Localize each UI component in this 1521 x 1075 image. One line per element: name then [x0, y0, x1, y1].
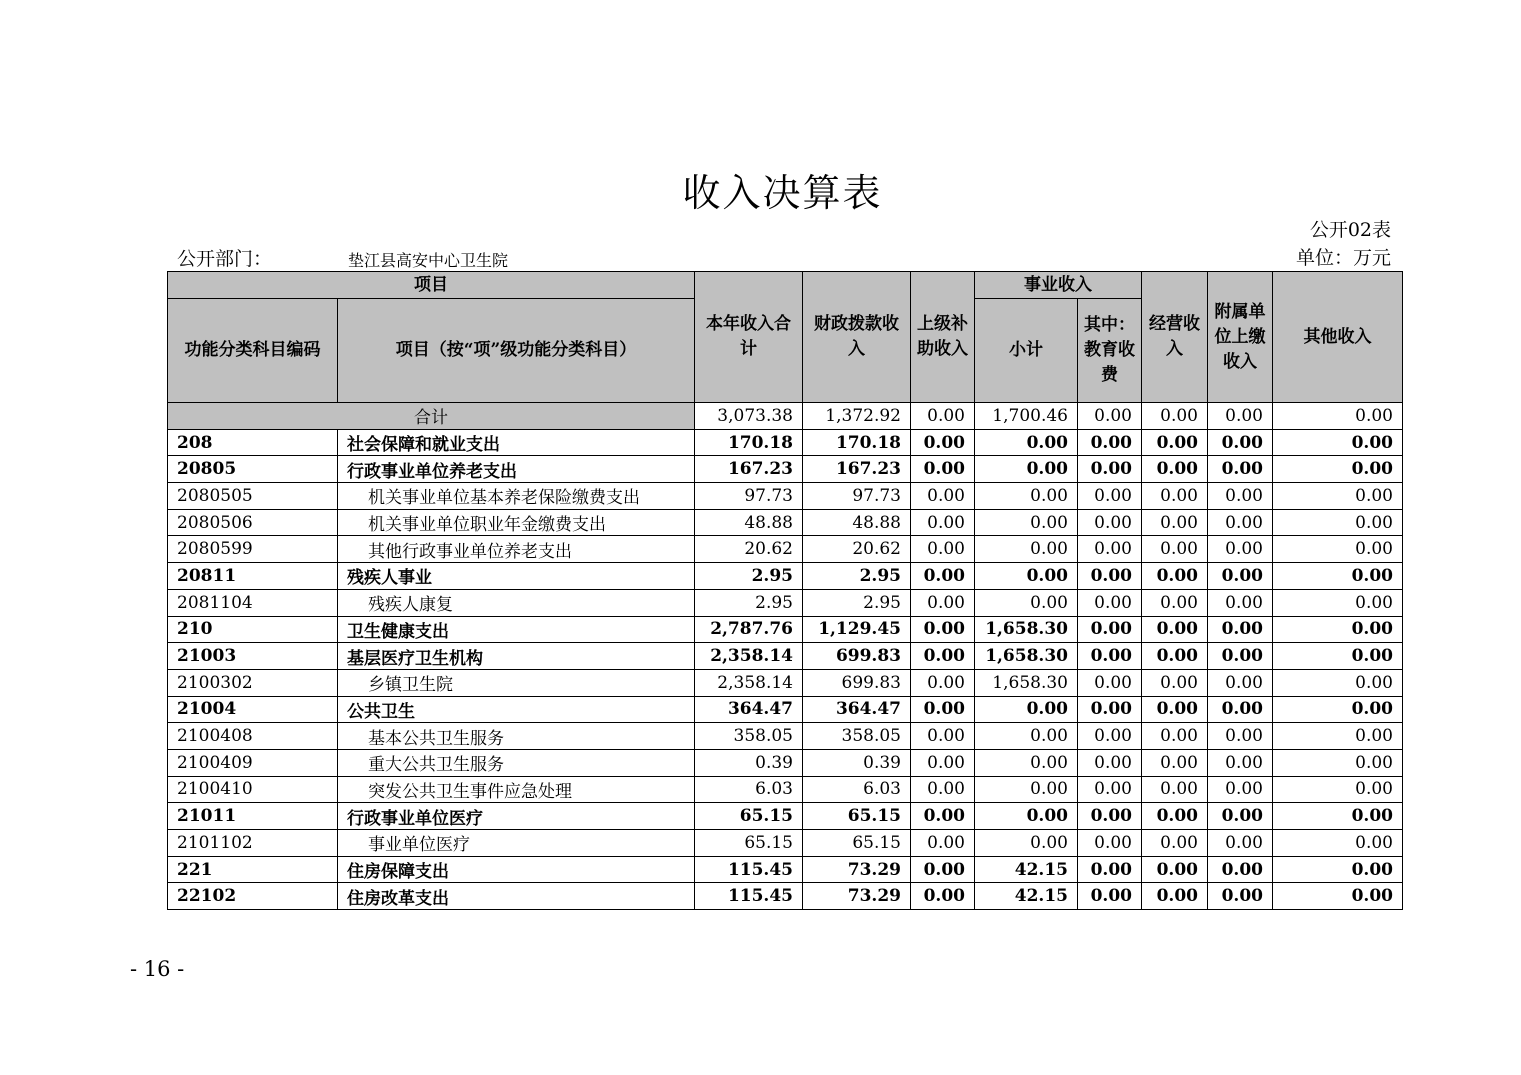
row-code: 2100410 — [168, 776, 338, 803]
row-value: 2.95 — [803, 589, 911, 616]
department-name: 垫江县高安中心卫生院 — [348, 251, 509, 270]
header-code: 功能分类科目编码 — [168, 299, 338, 403]
row-value: 48.88 — [695, 509, 803, 536]
row-value: 0.00 — [1208, 429, 1273, 456]
row-value: 0.00 — [911, 803, 975, 830]
row-value: 115.45 — [695, 883, 803, 910]
row-value: 170.18 — [695, 429, 803, 456]
row-code: 21003 — [168, 643, 338, 670]
row-value: 0.00 — [911, 536, 975, 563]
row-value: 0.00 — [1273, 696, 1403, 723]
row-value: 1,658.30 — [975, 643, 1078, 670]
row-code: 2101102 — [168, 830, 338, 857]
row-value: 0.00 — [1078, 696, 1142, 723]
table-row — [168, 456, 1403, 483]
row-value: 0.00 — [1208, 589, 1273, 616]
row-value: 0.00 — [1273, 509, 1403, 536]
row-code: 20811 — [168, 563, 338, 590]
row-value: 0.00 — [1273, 723, 1403, 750]
row-value: 0.00 — [1208, 669, 1273, 696]
row-name: 重大公共卫生服务 — [338, 749, 695, 776]
row-value: 0.00 — [1273, 749, 1403, 776]
row-value: 0.00 — [1142, 589, 1208, 616]
row-value: 0.00 — [1142, 776, 1208, 803]
row-value: 1,658.30 — [975, 669, 1078, 696]
row-value: 0.00 — [975, 456, 1078, 483]
row-value: 0.00 — [1273, 616, 1403, 643]
row-value: 0.00 — [1142, 483, 1208, 510]
header-edu: 其中：教育收费 — [1078, 299, 1142, 403]
row-value: 0.00 — [911, 643, 975, 670]
row-value: 0.00 — [975, 589, 1078, 616]
table-row — [168, 723, 1403, 750]
row-name: 乡镇卫生院 — [338, 669, 695, 696]
row-value: 0.00 — [1273, 856, 1403, 883]
header-total: 本年收入合计 — [695, 272, 803, 403]
row-value: 0.00 — [1208, 509, 1273, 536]
row-value: 2,358.14 — [695, 669, 803, 696]
row-code: 2080599 — [168, 536, 338, 563]
table-row — [168, 883, 1403, 910]
row-value: 20.62 — [695, 536, 803, 563]
row-name: 突发公共卫生事件应急处理 — [338, 776, 695, 803]
total-cell: 0.00 — [1078, 403, 1142, 430]
row-value: 0.00 — [911, 483, 975, 510]
row-value: 0.00 — [1142, 643, 1208, 670]
row-name: 公共卫生 — [338, 696, 695, 723]
row-value: 358.05 — [695, 723, 803, 750]
row-value: 2,358.14 — [695, 643, 803, 670]
row-value: 0.00 — [1142, 456, 1208, 483]
row-value: 0.00 — [1142, 749, 1208, 776]
row-value: 0.00 — [1273, 830, 1403, 857]
row-value: 0.00 — [1078, 776, 1142, 803]
form-number: 公开02表 — [1309, 219, 1391, 241]
row-value: 0.00 — [975, 536, 1078, 563]
row-value: 0.00 — [911, 776, 975, 803]
row-value: 0.00 — [911, 749, 975, 776]
row-value: 0.00 — [1208, 456, 1273, 483]
header-name: 项目（按“项”级功能分类科目） — [338, 299, 695, 403]
row-code: 208 — [168, 429, 338, 456]
row-value: 0.00 — [1273, 669, 1403, 696]
row-value: 364.47 — [695, 696, 803, 723]
row-value: 6.03 — [695, 776, 803, 803]
table-row — [168, 429, 1403, 456]
header-other: 其他收入 — [1273, 272, 1403, 403]
row-value: 0.00 — [975, 776, 1078, 803]
row-value: 699.83 — [803, 643, 911, 670]
row-value: 0.00 — [1142, 669, 1208, 696]
table-body — [168, 403, 1403, 910]
row-value: 0.00 — [1273, 589, 1403, 616]
row-value: 0.00 — [1078, 616, 1142, 643]
row-value: 0.00 — [1208, 803, 1273, 830]
row-value: 97.73 — [695, 483, 803, 510]
unit-label: 单位：万元 — [1295, 247, 1391, 269]
row-name: 机关事业单位基本养老保险缴费支出 — [338, 483, 695, 510]
income-table — [167, 271, 1403, 910]
row-value: 0.00 — [975, 749, 1078, 776]
row-value: 0.00 — [1078, 749, 1142, 776]
row-value: 2,787.76 — [695, 616, 803, 643]
row-name: 其他行政事业单位养老支出 — [338, 536, 695, 563]
table-row — [168, 509, 1403, 536]
header-business: 事业收入 — [975, 272, 1142, 299]
row-value: 167.23 — [803, 456, 911, 483]
row-value: 65.15 — [803, 803, 911, 830]
row-value: 0.00 — [1078, 536, 1142, 563]
table-row — [168, 563, 1403, 590]
row-value: 0.00 — [1273, 456, 1403, 483]
row-value: 0.00 — [1208, 696, 1273, 723]
row-name: 社会保障和就业支出 — [338, 429, 695, 456]
row-value: 364.47 — [803, 696, 911, 723]
row-value: 0.00 — [911, 589, 975, 616]
row-code: 210 — [168, 616, 338, 643]
row-value: 42.15 — [975, 856, 1078, 883]
row-value: 0.00 — [911, 509, 975, 536]
row-value: 115.45 — [695, 856, 803, 883]
row-value: 0.00 — [1208, 483, 1273, 510]
row-value: 699.83 — [803, 669, 911, 696]
row-value: 0.00 — [975, 696, 1078, 723]
row-value: 358.05 — [803, 723, 911, 750]
row-code: 2080505 — [168, 483, 338, 510]
table-row — [168, 536, 1403, 563]
table-row — [168, 776, 1403, 803]
row-code: 2081104 — [168, 589, 338, 616]
department-label: 公开部门： — [177, 248, 273, 270]
table-row — [168, 589, 1403, 616]
row-value: 0.00 — [911, 830, 975, 857]
row-value: 0.00 — [975, 563, 1078, 590]
row-value: 97.73 — [803, 483, 911, 510]
row-code: 2100302 — [168, 669, 338, 696]
row-code: 20805 — [168, 456, 338, 483]
row-value: 0.00 — [1078, 483, 1142, 510]
row-value: 1,658.30 — [975, 616, 1078, 643]
table-row — [168, 803, 1403, 830]
header-superior: 上级补助收入 — [911, 272, 975, 403]
row-code: 2080506 — [168, 509, 338, 536]
row-value: 0.00 — [911, 456, 975, 483]
table-row — [168, 749, 1403, 776]
row-value: 0.00 — [1142, 830, 1208, 857]
row-value: 0.00 — [1078, 509, 1142, 536]
row-value: 0.00 — [1078, 643, 1142, 670]
total-label: 合计 — [168, 403, 695, 430]
row-code: 2100409 — [168, 749, 338, 776]
row-name: 行政事业单位医疗 — [338, 803, 695, 830]
row-code: 22102 — [168, 883, 338, 910]
row-value: 0.00 — [1142, 563, 1208, 590]
row-value: 0.00 — [1078, 429, 1142, 456]
row-value: 65.15 — [695, 830, 803, 857]
row-value: 0.00 — [1078, 856, 1142, 883]
row-value: 0.00 — [1078, 830, 1142, 857]
header-subtotal: 小计 — [975, 299, 1078, 403]
row-name: 行政事业单位养老支出 — [338, 456, 695, 483]
row-value: 0.00 — [1208, 830, 1273, 857]
row-value: 0.00 — [1208, 856, 1273, 883]
page-title: 收入决算表 — [682, 171, 883, 215]
row-value: 0.00 — [1078, 456, 1142, 483]
header-fiscal: 财政拨款收入 — [803, 272, 911, 403]
row-value: 0.00 — [1078, 803, 1142, 830]
row-value: 0.00 — [975, 509, 1078, 536]
row-value: 0.00 — [1142, 723, 1208, 750]
row-value: 65.15 — [803, 830, 911, 857]
row-value: 0.00 — [1142, 696, 1208, 723]
row-code: 2100408 — [168, 723, 338, 750]
row-name: 住房保障支出 — [338, 856, 695, 883]
row-value: 0.00 — [1142, 856, 1208, 883]
row-value: 0.00 — [1273, 776, 1403, 803]
row-value: 0.00 — [1142, 883, 1208, 910]
row-value: 0.00 — [1273, 643, 1403, 670]
row-value: 0.00 — [911, 429, 975, 456]
total-cell: 1,700.46 — [975, 403, 1078, 430]
row-value: 0.00 — [975, 803, 1078, 830]
row-value: 0.00 — [975, 830, 1078, 857]
row-value: 0.00 — [1208, 616, 1273, 643]
row-value: 167.23 — [695, 456, 803, 483]
row-value: 73.29 — [803, 856, 911, 883]
row-value: 0.00 — [911, 616, 975, 643]
row-value: 0.00 — [1208, 563, 1273, 590]
table-row — [168, 830, 1403, 857]
row-name: 基本公共卫生服务 — [338, 723, 695, 750]
row-value: 0.00 — [1208, 749, 1273, 776]
row-value: 0.00 — [975, 483, 1078, 510]
row-value: 0.00 — [1273, 483, 1403, 510]
row-name: 卫生健康支出 — [338, 616, 695, 643]
row-value: 0.00 — [1273, 536, 1403, 563]
table-row — [168, 483, 1403, 510]
row-value: 1,129.45 — [803, 616, 911, 643]
row-value: 2.95 — [695, 589, 803, 616]
row-value: 0.00 — [911, 723, 975, 750]
row-value: 0.39 — [803, 749, 911, 776]
row-value: 170.18 — [803, 429, 911, 456]
row-value: 0.00 — [1208, 643, 1273, 670]
row-name: 机关事业单位职业年金缴费支出 — [338, 509, 695, 536]
row-value: 0.00 — [1208, 536, 1273, 563]
row-value: 0.00 — [975, 429, 1078, 456]
header-affiliated: 附属单位上缴收入 — [1208, 272, 1273, 403]
row-value: 0.00 — [1273, 429, 1403, 456]
row-value: 0.00 — [1078, 589, 1142, 616]
row-value: 0.39 — [695, 749, 803, 776]
row-value: 0.00 — [1078, 883, 1142, 910]
row-value: 48.88 — [803, 509, 911, 536]
row-value: 0.00 — [1208, 883, 1273, 910]
row-name: 残疾人事业 — [338, 563, 695, 590]
row-code: 21011 — [168, 803, 338, 830]
row-value: 0.00 — [911, 563, 975, 590]
table-row — [168, 696, 1403, 723]
row-value: 0.00 — [1273, 883, 1403, 910]
row-name: 基层医疗卫生机构 — [338, 643, 695, 670]
row-value: 0.00 — [1273, 563, 1403, 590]
row-value: 2.95 — [803, 563, 911, 590]
page-number: - 16 - — [130, 957, 185, 981]
total-cell: 0.00 — [1273, 403, 1403, 430]
row-value: 0.00 — [1142, 616, 1208, 643]
row-value: 0.00 — [1142, 536, 1208, 563]
row-value: 20.62 — [803, 536, 911, 563]
row-name: 事业单位医疗 — [338, 830, 695, 857]
row-value: 0.00 — [1208, 723, 1273, 750]
row-value: 0.00 — [911, 669, 975, 696]
row-value: 2.95 — [695, 563, 803, 590]
row-value: 0.00 — [1078, 669, 1142, 696]
row-value: 42.15 — [975, 883, 1078, 910]
table-row — [168, 643, 1403, 670]
row-name: 住房改革支出 — [338, 883, 695, 910]
row-value: 0.00 — [1208, 776, 1273, 803]
total-cell: 3,073.38 — [695, 403, 803, 430]
row-name: 残疾人康复 — [338, 589, 695, 616]
row-value: 0.00 — [911, 883, 975, 910]
row-value: 65.15 — [695, 803, 803, 830]
header-project: 项目 — [168, 272, 695, 299]
total-cell: 0.00 — [911, 403, 975, 430]
row-value: 0.00 — [1078, 723, 1142, 750]
total-row — [168, 403, 1403, 430]
row-value: 0.00 — [1078, 563, 1142, 590]
row-code: 21004 — [168, 696, 338, 723]
row-value: 0.00 — [1273, 803, 1403, 830]
row-value: 6.03 — [803, 776, 911, 803]
row-value: 0.00 — [975, 723, 1078, 750]
row-code: 221 — [168, 856, 338, 883]
row-value: 0.00 — [1142, 509, 1208, 536]
total-cell: 0.00 — [1142, 403, 1208, 430]
table-row — [168, 669, 1403, 696]
row-value: 0.00 — [1142, 429, 1208, 456]
header-operating: 经营收入 — [1142, 272, 1208, 403]
row-value: 0.00 — [1142, 803, 1208, 830]
row-value: 0.00 — [911, 696, 975, 723]
table-row — [168, 616, 1403, 643]
table-row — [168, 856, 1403, 883]
row-value: 73.29 — [803, 883, 911, 910]
total-cell: 0.00 — [1208, 403, 1273, 430]
total-cell: 1,372.92 — [803, 403, 911, 430]
row-value: 0.00 — [911, 856, 975, 883]
